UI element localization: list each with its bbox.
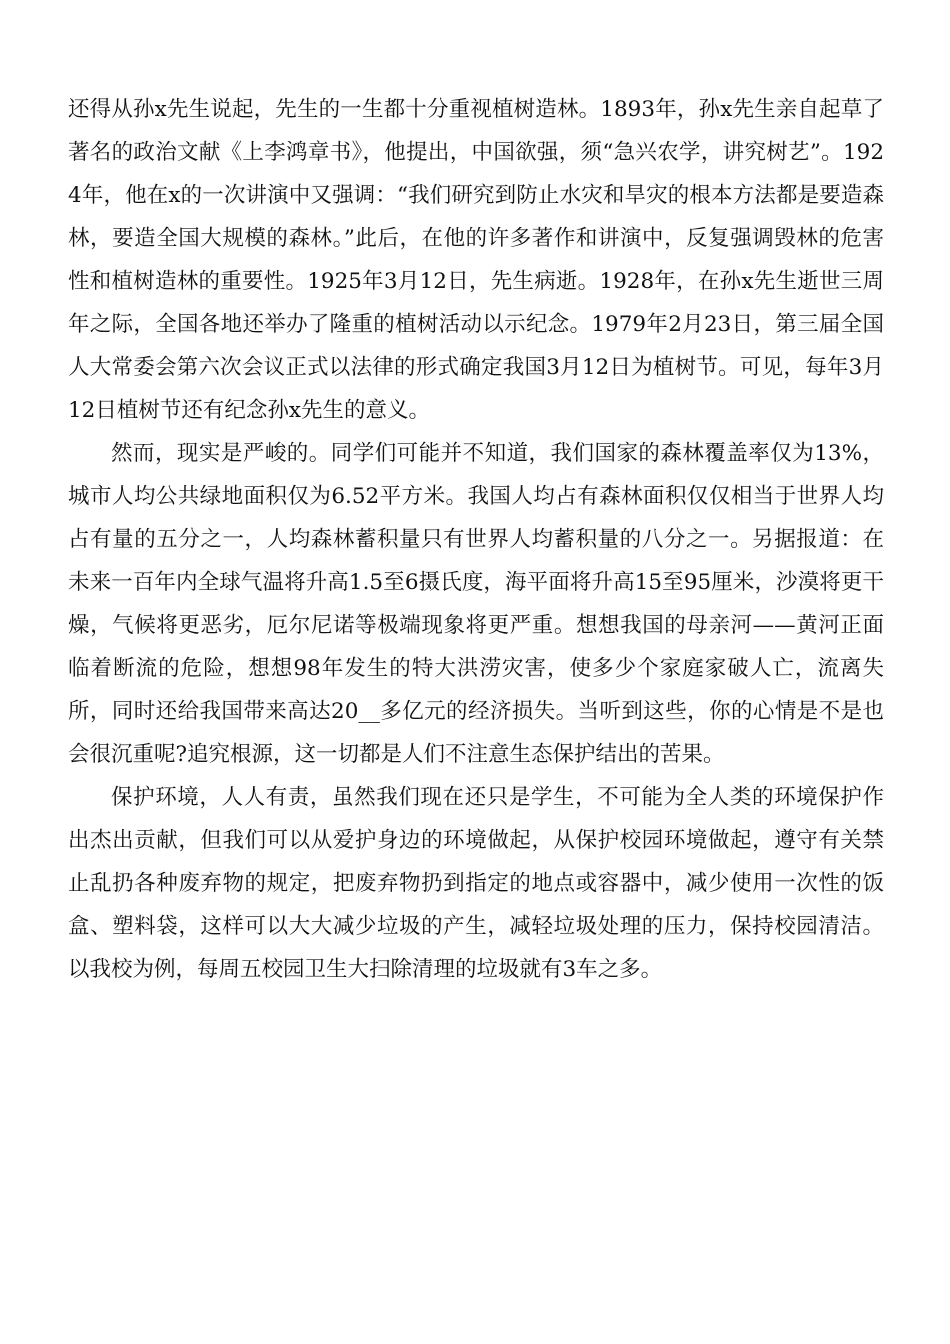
paragraph-sun-history: 还得从孙x先生说起，先生的一生都十分重视植树造林。1893年，孙x先生亲自起草了著名的政治文献《上李鸿章书》，他提出，中国欲强，须“急兴农学，讲究树艺”。1924年，他在x的一次讲演中又强调：“我们研究到防止水灾和旱灾的根本方法都是要造森林，要造全国大规模的森林。”此后，在他的许多著作和讲演中，反复强调毁林的危害性和植树造林的重要性。1925年3月12日，先生病逝。1928年，在孙x先生逝世三周年之际，全国各地还举办了隆重的植树活动以示纪念。1979年2月23日，第三届全国人大常委会第六次会议正式以法律的形式确定我国3月12日为植树节。可见，每年3月12日植树节还有纪念孙x先生的意义。 [68, 97, 884, 423]
paragraph-reality: 然而，现实是严峻的。同学们可能并不知道，我们国家的森林覆盖率仅为13%，城市人均公共绿地面积仅为6.52平方米。我国人均占有森林面积仅仅相当于世界人均占有量的五分之一，人均森林蓄积量只有世界人均蓄积量的八分之一。另据报道：在未来一百年内全球气温将升高1.5至6摄氏度，海平面将升高15至95厘米，沙漠将更干燥，气候将更恶劣，厄尔尼诺等极端现象将更严重。想想我国的母亲河——黄河正面临着断流的危险，想想98年发生的特大洪涝灾害，使多少个家庭家破人亡，流离失所，同时还给我国带来高达20__多亿元的经济损失。当听到这些，你的心情是不是也会很沉重呢?追究根源，这一切都是人们不注意生态保护结出的苦果。 [68, 441, 884, 767]
paragraph-protection: 保护环境，人人有责，虽然我们现在还只是学生，不可能为全人类的环境保护作出杰出贡献，但我们可以从爱护身边的环境做起，从保护校园环境做起，遵守有关禁止乱扔各种废弃物的规定，把废弃物扔到指定的地点或容器中，减少使用一次性的饭盒、塑料袋，这样可以大大减少垃圾的产生，减轻垃圾处理的压力，保持校园清洁。以我校为例，每周五校园卫生大扫除清理的垃圾就有3车之多。 [68, 785, 884, 982]
document-page [68, 88, 884, 991]
